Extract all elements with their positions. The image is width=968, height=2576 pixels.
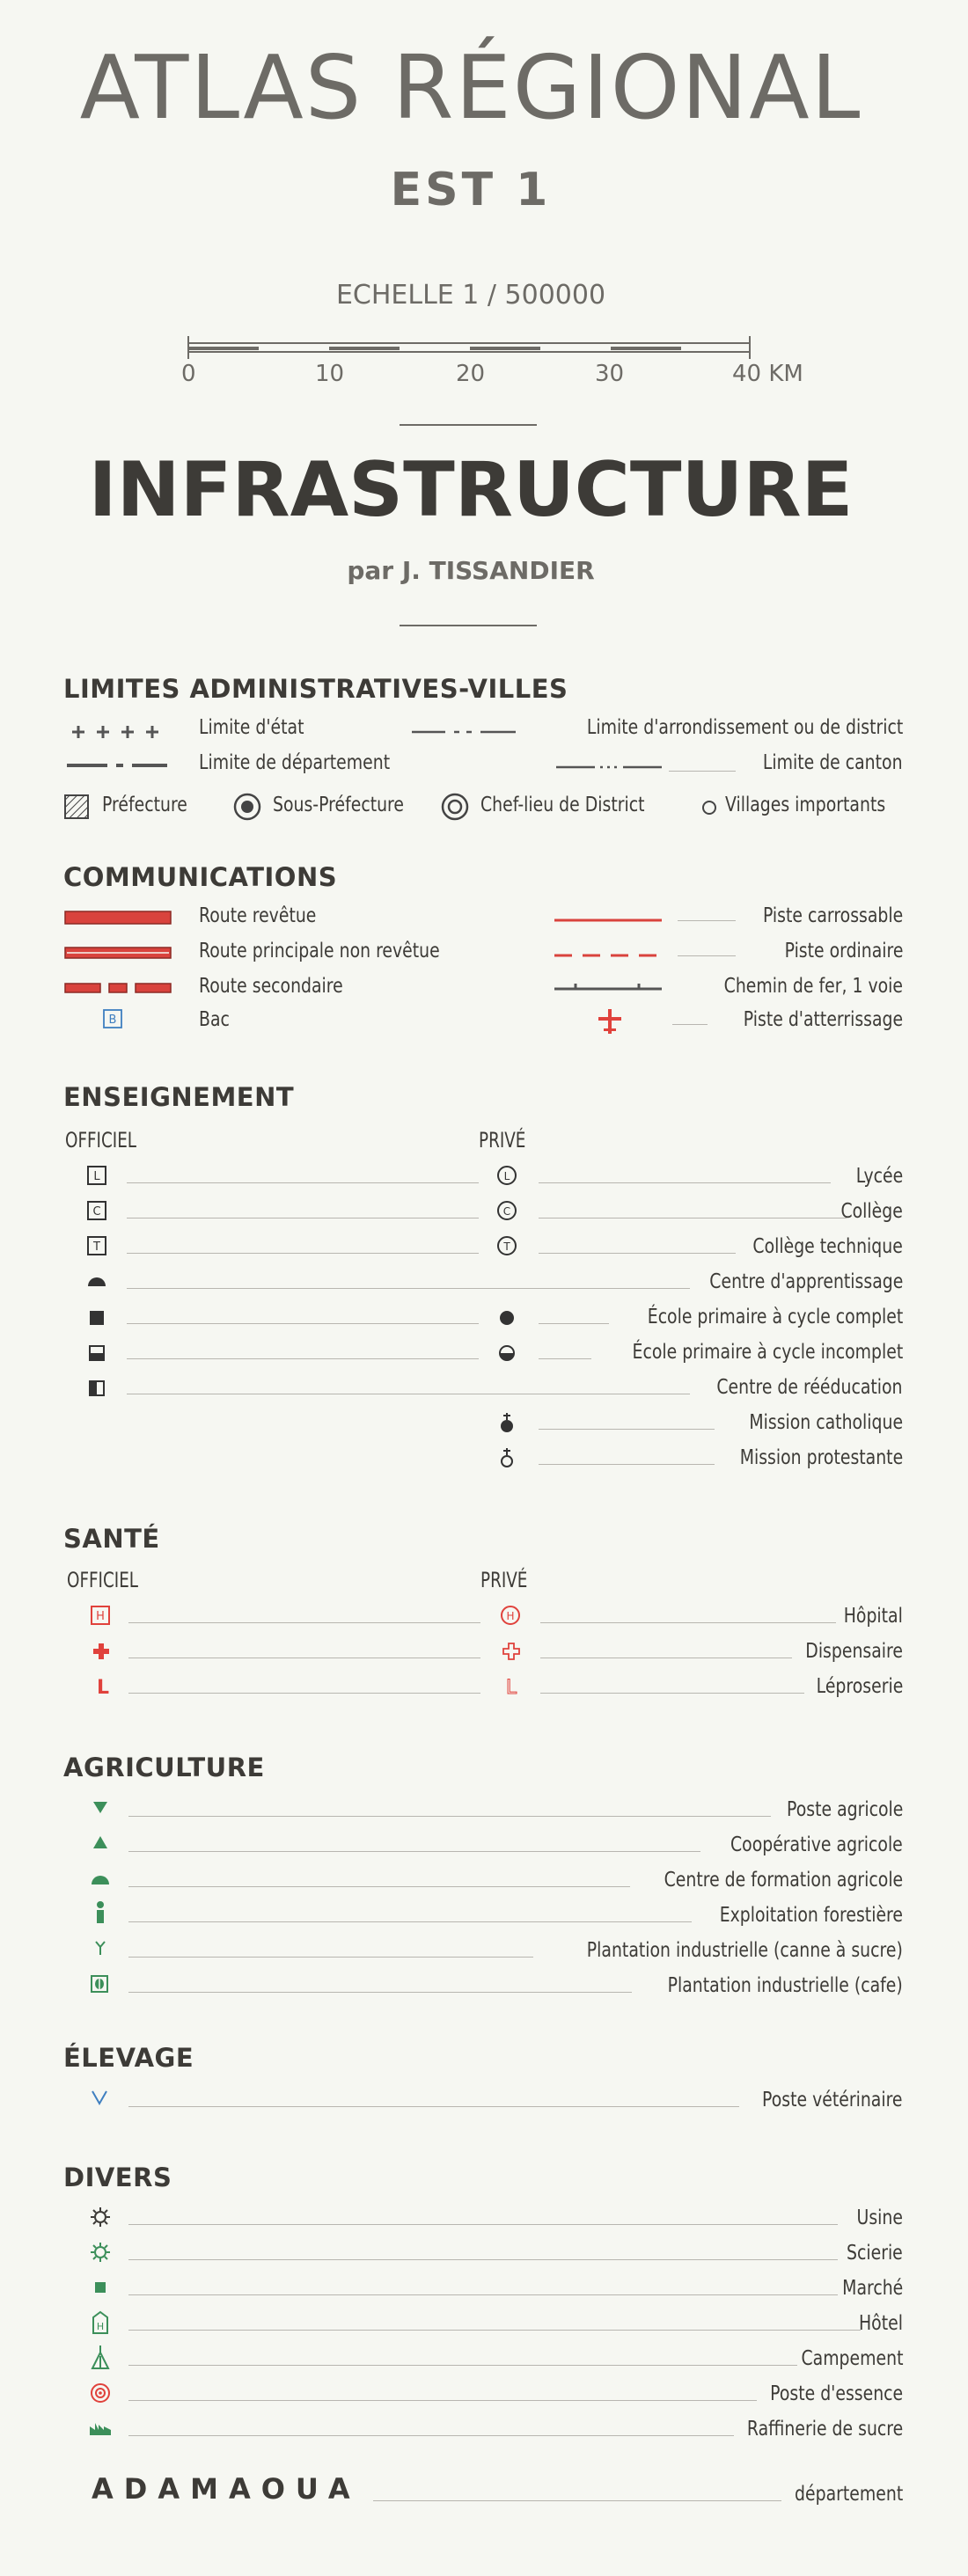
leader-line bbox=[678, 920, 736, 921]
label-poste-essence: Poste d'essence bbox=[769, 2382, 903, 2405]
label-raffinerie: Raffinerie de sucre bbox=[746, 2418, 903, 2441]
poste-essence-icon bbox=[90, 2382, 111, 2407]
poste-agricole-icon bbox=[92, 1798, 109, 1819]
label-mission-protestante: Mission protestante bbox=[739, 1446, 903, 1469]
college-technique-private-letter: T bbox=[503, 1240, 510, 1253]
leader-line bbox=[678, 955, 736, 956]
leader-line bbox=[128, 1886, 630, 1887]
leader-line bbox=[540, 1693, 804, 1694]
leader-line bbox=[128, 1921, 692, 1922]
raffinerie-icon bbox=[88, 2419, 113, 2441]
label-college: Collège bbox=[840, 1200, 903, 1223]
leader-line bbox=[128, 1816, 771, 1817]
scierie-icon bbox=[90, 2242, 111, 2266]
column-header-prive: PRIVÉ bbox=[479, 1128, 526, 1153]
scale-ticks bbox=[0, 361, 968, 396]
route-revetue-symbol bbox=[63, 910, 172, 929]
label-exploitation-forestiere: Exploitation forestière bbox=[719, 1904, 903, 1927]
leproserie-official-icon bbox=[93, 1677, 113, 1700]
label-scierie: Scierie bbox=[847, 2242, 903, 2265]
leader-line bbox=[539, 1358, 591, 1359]
filled-circle-icon bbox=[498, 1309, 516, 1330]
leproserie-official-letter: L bbox=[96, 1677, 110, 1696]
leader-line bbox=[127, 1323, 479, 1324]
page-title: INFRASTRUCTURE bbox=[88, 446, 854, 534]
mission-catholique-icon bbox=[498, 1411, 516, 1438]
label-piste-atterrissage: Piste d'atterrissage bbox=[743, 1008, 903, 1031]
label-limite-canton: Limite de canton bbox=[763, 751, 903, 774]
leader-line bbox=[539, 1323, 609, 1324]
cooperative-agricole-icon bbox=[92, 1833, 109, 1855]
label-usine: Usine bbox=[856, 2206, 903, 2229]
label-college-technique: Collège technique bbox=[752, 1235, 903, 1258]
department-boundary-symbol bbox=[65, 755, 169, 779]
leader-line bbox=[540, 1622, 836, 1623]
section-title-sante: SANTÉ bbox=[63, 1524, 160, 1554]
leader-line bbox=[539, 1182, 831, 1183]
label-route-secondaire: Route secondaire bbox=[199, 975, 343, 998]
canne-a-sucre-icon bbox=[93, 1939, 107, 1960]
piste-ordinaire-symbol bbox=[553, 947, 664, 963]
author: par J. TISSANDIER bbox=[347, 556, 595, 585]
scale-tick: 10 bbox=[315, 361, 345, 387]
college-official-letter: C bbox=[92, 1205, 101, 1218]
label-route-revetue: Route revêtue bbox=[199, 904, 317, 927]
leader-line bbox=[539, 1429, 715, 1430]
label-centre-reeducation: Centre de rééducation bbox=[716, 1376, 903, 1399]
scale-label: ECHELLE 1 / 500000 bbox=[335, 280, 606, 311]
leader-line bbox=[128, 1622, 480, 1623]
label-limite-departement: Limite de département bbox=[199, 751, 391, 774]
leader-line bbox=[669, 771, 736, 772]
leader-line bbox=[128, 1992, 632, 1993]
dispensaire-official-icon bbox=[92, 1642, 111, 1665]
cafe-icon bbox=[90, 1974, 109, 1997]
column-header-officiel: OFFICIEL bbox=[65, 1128, 137, 1153]
village-icon bbox=[700, 799, 718, 820]
label-marche: Marché bbox=[841, 2277, 903, 2300]
svg-text:H: H bbox=[96, 2321, 105, 2332]
chef-lieu-icon bbox=[440, 792, 470, 825]
filled-square-icon bbox=[88, 1309, 106, 1330]
hopital-private-icon bbox=[500, 1605, 521, 1629]
hopital-private-letter: H bbox=[506, 1610, 515, 1622]
leader-line bbox=[128, 1693, 480, 1694]
lycee-private-icon bbox=[496, 1165, 517, 1189]
section-title-limites: LIMITES ADMINISTRATIVES-VILLES bbox=[63, 674, 568, 704]
sous-prefecture-icon bbox=[232, 792, 262, 825]
college-private-letter: C bbox=[502, 1205, 511, 1218]
leader-line bbox=[128, 1851, 700, 1852]
label-plantation-canne: Plantation industrielle (canne à sucre) bbox=[586, 1939, 903, 1962]
label-centre-apprentissage: Centre d'apprentissage bbox=[708, 1270, 903, 1293]
leader-line bbox=[127, 1288, 690, 1289]
bac-symbol-text: B bbox=[108, 1014, 117, 1027]
column-header-prive: PRIVÉ bbox=[480, 1568, 528, 1592]
mission-protestante-icon bbox=[498, 1446, 516, 1473]
label-plantation-cafe: Plantation industrielle (cafe) bbox=[667, 1974, 903, 1997]
leader-line bbox=[128, 2330, 861, 2331]
hotel-icon bbox=[90, 2310, 111, 2338]
poste-veterinaire-icon bbox=[90, 2089, 109, 2110]
route-secondaire-symbol bbox=[63, 980, 172, 999]
route-principale-symbol bbox=[63, 945, 172, 964]
leader-line bbox=[373, 2500, 781, 2501]
leproserie-private-letter: L bbox=[505, 1677, 517, 1696]
label-bac: Bac bbox=[199, 1008, 230, 1031]
exploitation-forestiere-icon bbox=[93, 1900, 107, 1928]
leader-line bbox=[539, 1253, 736, 1254]
divider bbox=[400, 625, 537, 626]
lycee-official-icon bbox=[86, 1165, 107, 1189]
dispensaire-private-icon bbox=[502, 1642, 521, 1665]
label-chef-lieu: Chef-lieu de District bbox=[480, 794, 645, 816]
label-ecole-complet: École primaire à cycle complet bbox=[647, 1306, 903, 1328]
bac-icon bbox=[102, 1008, 123, 1033]
label-mission-catholique: Mission catholique bbox=[749, 1411, 903, 1434]
leader-line bbox=[128, 2400, 757, 2401]
leader-line bbox=[128, 2435, 734, 2436]
label-centre-formation-agricole: Centre de formation agricole bbox=[664, 1869, 903, 1892]
column-header-officiel: OFFICIEL bbox=[67, 1568, 139, 1592]
label-campement: Campement bbox=[800, 2347, 903, 2370]
leader-line bbox=[128, 2224, 838, 2225]
chemin-de-fer-symbol bbox=[553, 978, 664, 999]
scale-tick: 30 bbox=[595, 361, 625, 387]
label-piste-carrossable: Piste carrossable bbox=[762, 904, 903, 927]
label-limite-arrondissement: Limite d'arrondissement ou de district bbox=[586, 716, 903, 739]
lycee-official-letter: L bbox=[93, 1170, 100, 1183]
section-title-divers: DIVERS bbox=[63, 2163, 172, 2192]
college-technique-official-icon bbox=[86, 1235, 107, 1260]
leader-line bbox=[127, 1182, 479, 1183]
leader-line bbox=[539, 1464, 715, 1465]
label-poste-agricole: Poste agricole bbox=[786, 1798, 903, 1821]
section-title-agriculture: AGRICULTURE bbox=[63, 1753, 265, 1782]
label-chemin-de-fer: Chemin de fer, 1 voie bbox=[723, 975, 903, 998]
label-dispensaire: Dispensaire bbox=[805, 1640, 903, 1663]
leader-line bbox=[128, 2259, 838, 2260]
piste-carrossable-symbol bbox=[553, 911, 664, 928]
leader-line bbox=[128, 2294, 838, 2295]
label-route-principale: Route principale non revêtue bbox=[199, 940, 440, 962]
label-prefecture: Préfecture bbox=[102, 794, 187, 816]
canton-boundary-symbol bbox=[554, 758, 664, 779]
lycee-private-letter: L bbox=[503, 1170, 510, 1182]
label-leproserie: Léproserie bbox=[816, 1675, 903, 1698]
label-poste-veterinaire: Poste vétérinaire bbox=[762, 2089, 903, 2111]
campement-icon bbox=[90, 2344, 111, 2374]
leader-line bbox=[127, 1253, 479, 1254]
label-lycee: Lycée bbox=[855, 1165, 903, 1188]
label-hotel: Hôtel bbox=[859, 2312, 903, 2335]
section-title-communications: COMMUNICATIONS bbox=[63, 862, 338, 892]
region-name: ADAMAOUA bbox=[92, 2472, 361, 2506]
centre-formation-agricole-icon bbox=[90, 1870, 111, 1892]
usine-icon bbox=[90, 2206, 111, 2231]
atlas-title: ATLAS RÉGIONAL bbox=[79, 36, 862, 139]
atlas-subtitle: EST 1 bbox=[390, 164, 552, 216]
leproserie-private-icon bbox=[502, 1677, 521, 1700]
college-official-icon bbox=[86, 1200, 107, 1225]
section-title-elevage: ÉLEVAGE bbox=[63, 2043, 194, 2073]
leader-line bbox=[672, 1024, 708, 1025]
college-technique-official-letter: T bbox=[93, 1240, 100, 1254]
marche-icon bbox=[93, 2280, 107, 2298]
hopital-official-letter: H bbox=[96, 1610, 105, 1623]
label-departement: département bbox=[794, 2483, 903, 2506]
scale-bar bbox=[187, 333, 753, 364]
leader-line bbox=[127, 1358, 479, 1359]
state-boundary-symbol bbox=[69, 720, 165, 748]
label-villages: Villages importants bbox=[725, 794, 886, 816]
college-technique-private-icon bbox=[496, 1235, 517, 1260]
leader-line bbox=[128, 2106, 739, 2107]
college-private-icon bbox=[496, 1200, 517, 1225]
split-square-icon bbox=[88, 1379, 106, 1401]
leader-line bbox=[128, 1957, 533, 1958]
label-cooperative-agricole: Coopérative agricole bbox=[730, 1833, 903, 1856]
scale-tick: 0 bbox=[181, 361, 196, 387]
scale-tick: 20 bbox=[456, 361, 486, 387]
arrondissement-boundary-symbol bbox=[410, 721, 517, 746]
scale-tick: 40 KM bbox=[732, 361, 803, 387]
label-sous-prefecture: Sous-Préfecture bbox=[273, 794, 404, 816]
label-piste-ordinaire: Piste ordinaire bbox=[784, 940, 903, 962]
half-filled-circle-icon bbox=[498, 1344, 516, 1365]
airstrip-icon bbox=[595, 1006, 625, 1040]
hopital-official-icon bbox=[90, 1605, 111, 1629]
half-circle-icon bbox=[86, 1272, 107, 1293]
label-hopital: Hôpital bbox=[843, 1605, 903, 1628]
prefecture-icon bbox=[63, 794, 90, 823]
label-limite-etat: Limite d'état bbox=[199, 716, 304, 739]
leader-line bbox=[128, 2365, 797, 2366]
section-title-enseignement: ENSEIGNEMENT bbox=[63, 1082, 295, 1112]
half-square-icon bbox=[88, 1344, 106, 1365]
divider bbox=[400, 424, 537, 426]
label-ecole-incomplet: École primaire à cycle incomplet bbox=[632, 1341, 903, 1364]
